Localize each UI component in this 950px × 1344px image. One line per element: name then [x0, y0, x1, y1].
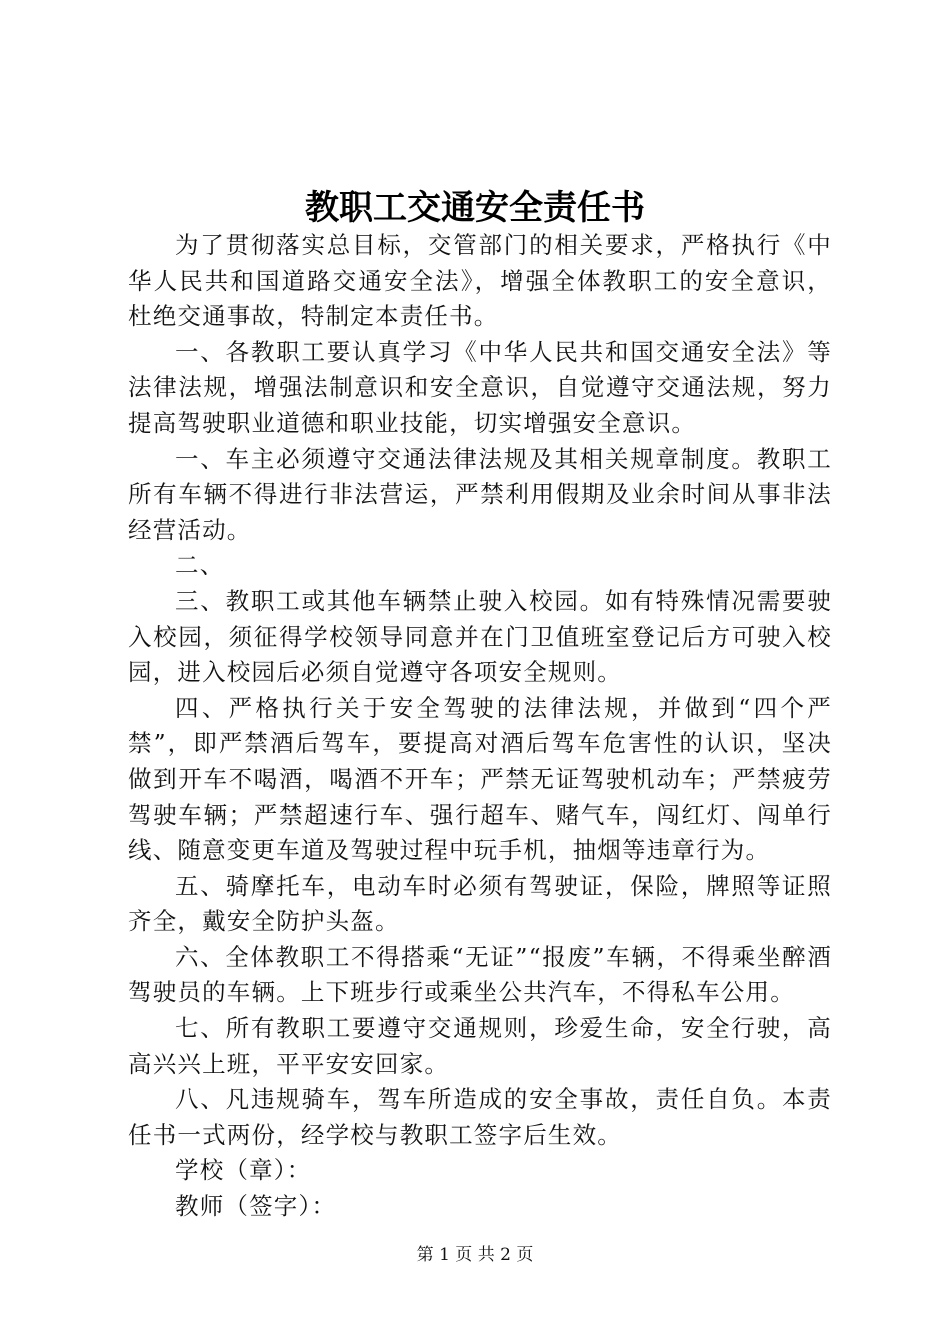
paragraph-clause-1: 一、各教职工要认真学习《中华人民共和国交通安全法》等法律法规，增强法制意识和安全意识，自觉遵守交通法规，努力提高驾驶职业道德和职业技能，切实增强安全意识。 — [128, 337, 832, 437]
document-body — [128, 228, 832, 1225]
paragraph-clause-3: 三、教职工或其他车辆禁止驶入校园。如有特殊情况需要驶入校园，须征得学校领导同意并在门卫值班室登记后方可驶入校园，进入校园后必须自觉遵守各项安全规则。 — [128, 586, 832, 687]
page-title: 教职工交通安全责任书 — [305, 188, 645, 228]
teacher-signature-line: 教师（签字）： — [175, 1192, 337, 1221]
paragraph-clause-7: 七、所有教职工要遵守交通规则，珍爱生命，安全行驶，高高兴兴上班，平平安安回家。 — [128, 1014, 832, 1078]
paragraph-clause-1b: 一、车主必须遵守交通法律法规及其相关规章制度。教职工所有车辆不得进行非法营运，严禁利用假期及业余时间从事非法经营活动。 — [128, 444, 832, 544]
paragraph-clause-4: 四、严格执行关于安全驾驶的法律法规，并做到“四个严禁”，即严禁酒后驾车，要提高对酒后驾车危害性的认识，坚决做到开车不喝酒，喝酒不开车；严禁无证驾驶机动车；严禁疲劳驾驶车辆；严禁超速行车、强行超车、赌气车，闯红灯、闯单行线、随意变更车道及驾驶过程中玩手机，抽烟等违章行为。 — [128, 693, 832, 865]
school-signature-line: 学校（章）： — [175, 1156, 312, 1185]
page-footer: 第 1 页 共 2 页 — [416, 1245, 534, 1265]
paragraph-clause-5: 五、骑摩托车，电动车时必须有驾驶证，保险，牌照等证照齐全，戴安全防护头盔。 — [128, 871, 832, 936]
paragraph-clause-8: 八、凡违规骑车，驾车所造成的安全事故，责任自负。本责任书一式两份，经学校与教职工签字后生效。 — [128, 1085, 832, 1149]
paragraph-clause-2: 二、 — [175, 551, 225, 580]
paragraph-intro: 为了贯彻落实总目标，交管部门的相关要求，严格执行《中华人民共和国道路交通安全法》，增强全体教职工的安全意识，杜绝交通事故，特制定本责任书。 — [128, 231, 832, 331]
paragraph-clause-6: 六、全体教职工不得搭乘“无证”“报废”车辆，不得乘坐醉酒驾驶员的车辆。上下班步行或乘坐公共汽车，不得私车公用。 — [128, 942, 832, 1007]
